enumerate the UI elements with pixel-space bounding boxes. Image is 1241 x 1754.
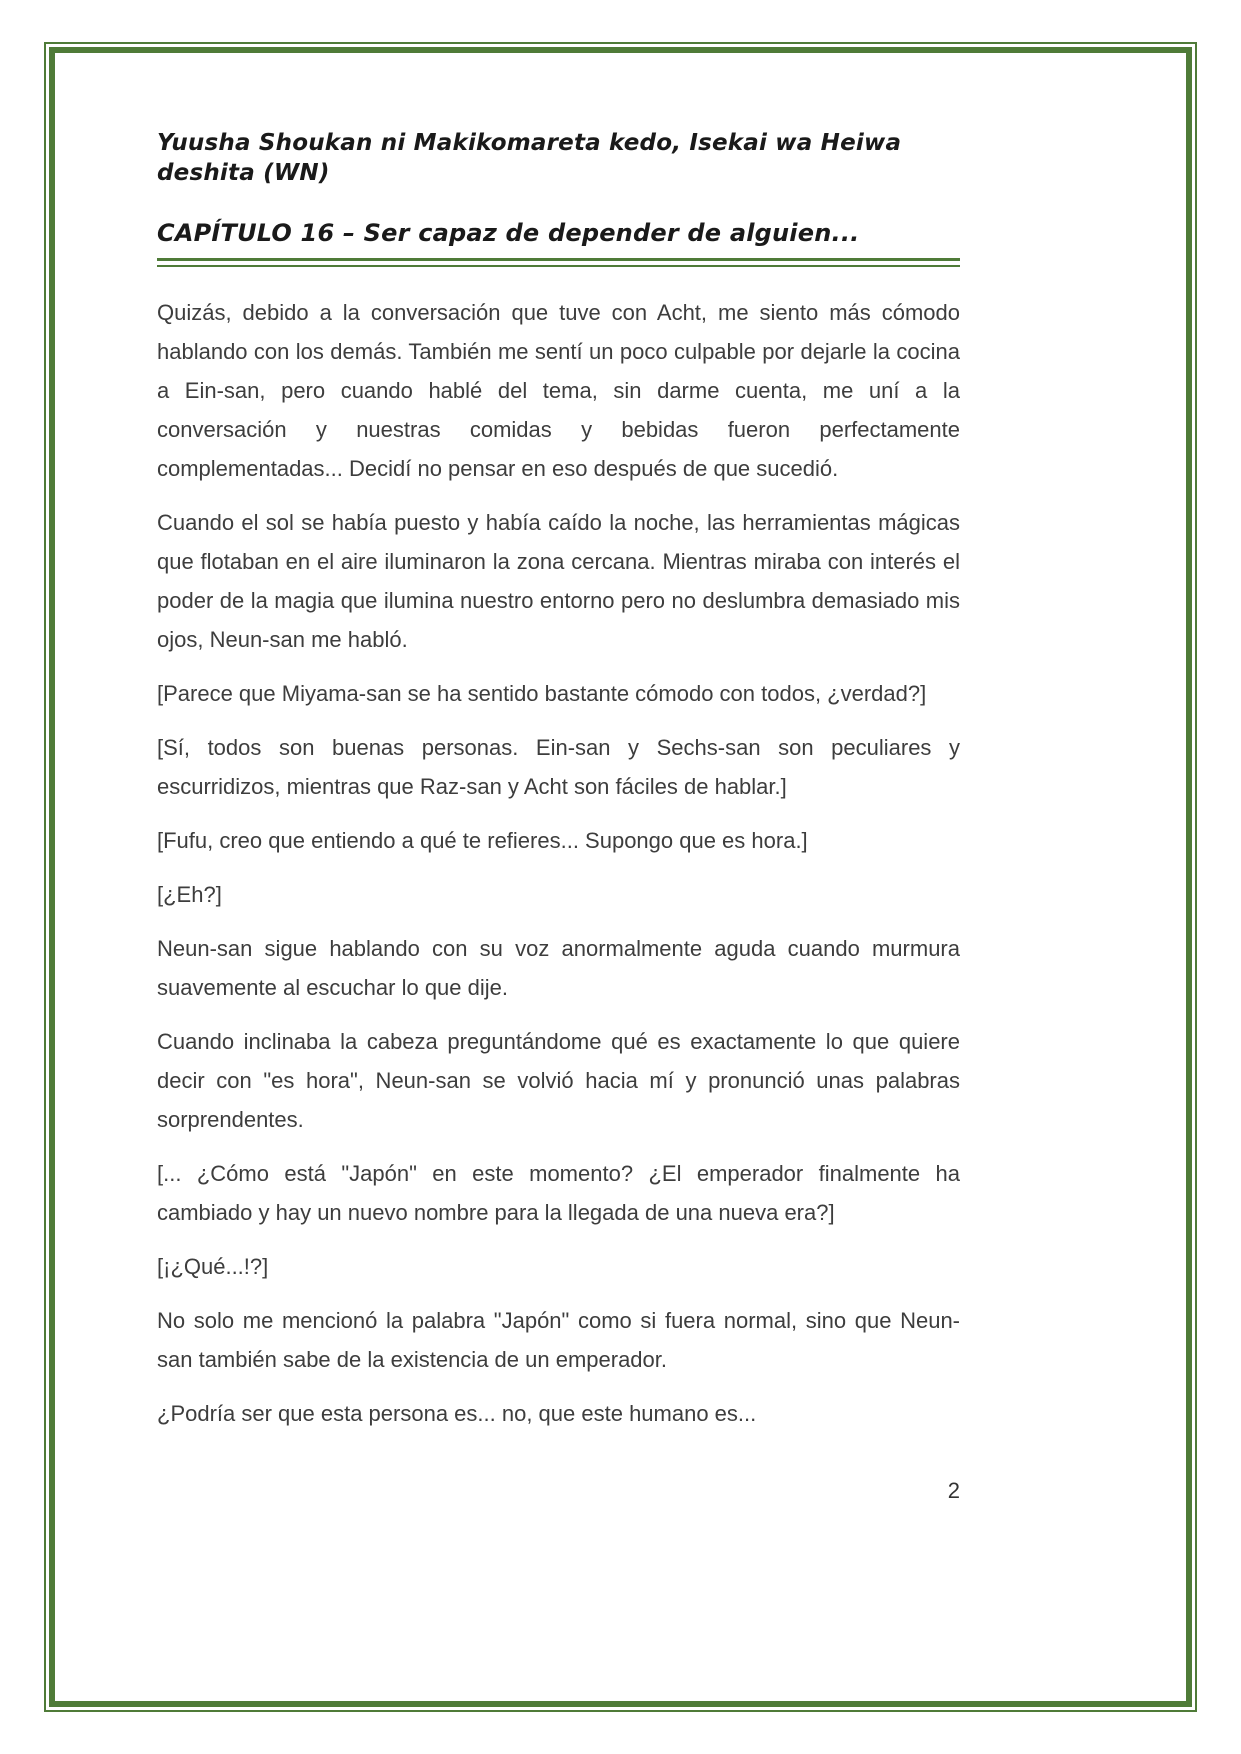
paragraph: [Parece que Miyama-san se ha sentido bastante cómodo con todos, ¿verdad?] [157,681,927,706]
paragraph: Cuando el sol se había puesto y había caído la noche, las herramientas mágicas que flotaban en el aire iluminaron la zona cercana. Mientras miraba con interés el poder de la magia que ilumina nuestro entorno pero no deslumbra demasiado mis ojos, Neun-san me habló. [157,510,960,652]
paragraph: [Fufu, creo que entiendo a qué te refieres... Supongo que es hora.] [157,828,808,853]
paragraph: Neun-san sigue hablando con su voz anormalmente aguda cuando murmura suavemente al escuchar lo que dije. [157,936,960,1000]
paragraph: [Sí, todos son buenas personas. Ein-san y Sechs-san son peculiares y escurridizos, mientras que Raz-san y Acht son fáciles de hablar.] [157,735,960,799]
paragraph: No solo me mencionó la palabra "Japón" como si fuera normal, sino que Neun-san también sabe de la existencia de un emperador. [157,1308,960,1372]
paragraph: ¿Podría ser que esta persona es... no, que este humano es... [157,1401,757,1426]
chapter-heading: CAPÍTULO 16 – Ser capaz de depender de alguien... [157,219,860,247]
body-paragraphs [157,293,960,1433]
page-content [157,128,960,1433]
novel-title: Yuusha Shoukan ni Makikomareta kedo, Isekai wa Heiwa deshita (WN) [157,130,902,186]
paragraph: [¡¿Qué...!?] [157,1254,269,1279]
paragraph: [¿Eh?] [157,882,222,907]
paragraph: Cuando inclinaba la cabeza preguntándome qué es exactamente lo que quiere decir con "es hora", Neun-san se volvió hacia mí y pronunció unas palabras sorprendentes. [157,1029,960,1132]
page-number: 2 [947,1478,960,1503]
paragraph: [... ¿Cómo está "Japón" en este momento? ¿El emperador finalmente ha cambiado y hay un nuevo nombre para la llegada de una nueva era?] [157,1161,960,1225]
paragraph: Quizás, debido a la conversación que tuve con Acht, me siento más cómodo hablando con los demás. También me sentí un poco culpable por dejarle la cocina a Ein-san, pero cuando hablé del tema, sin darme cuenta, me uní a la conversación y nuestras comidas y bebidas fueron perfectamente complementadas... Decidí no pensar en eso después de que sucedió. [157,300,960,481]
heading-divider [157,258,960,267]
